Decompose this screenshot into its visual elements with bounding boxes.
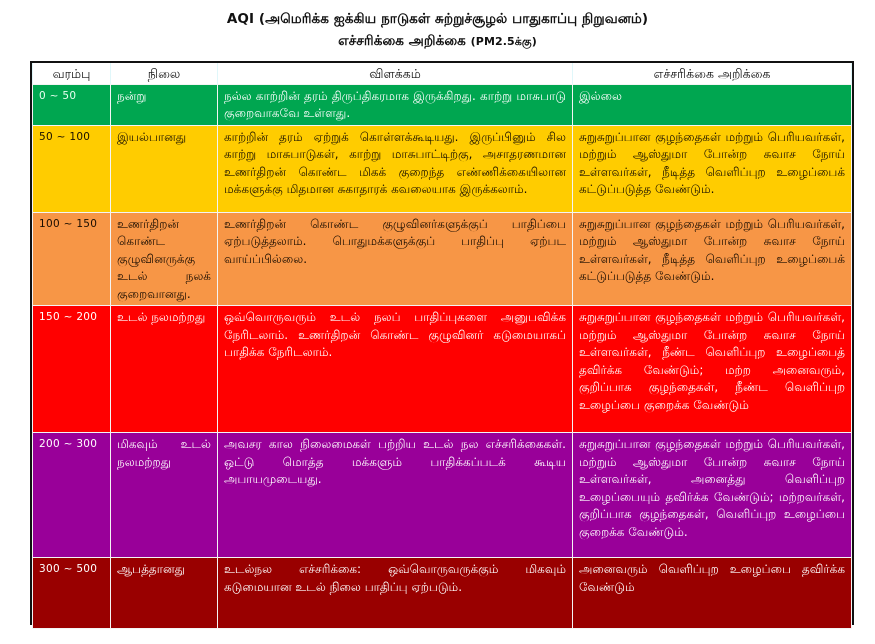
cell-description: அவசர கால நிலைமைகள் பற்றிய உடல் நல எச்சரிக்கைகள். ஒட்டு மொத்த மக்களும் பாதிக்கப்படக் கூடிய அபாயமுடையது. <box>218 433 573 558</box>
cell-warning: சுறுசுறுப்பான குழந்தைகள் மற்றும் பெரியவர்கள், மற்றும் ஆஸ்துமா போன்ற சுவாச நோய் உள்ளவர்கள், நீடித்த வெளிப்புற உழைப்பைக் கட்டுப்படுத்த வேண்டும். <box>573 212 852 306</box>
header-warning: எச்சரிக்கை அறிக்கை <box>573 63 852 84</box>
cell-range: 150 ~ 200 <box>33 306 111 433</box>
cell-level: உடல் நலமற்றது <box>111 306 218 433</box>
cell-level: ஆபத்தானது <box>111 558 218 629</box>
table-row-moderate <box>33 125 852 212</box>
cell-level: நன்று <box>111 84 218 125</box>
cell-description: உணர்திறன் கொண்ட குழுவினர்களுக்குப் பாதிப்பை ஏற்படுத்தலாம். பொதுமக்களுக்குப் பாதிப்பு ஏற்பட வாய்ப்பில்லை. <box>218 212 573 306</box>
header-level: நிலை <box>111 63 218 84</box>
cell-level: மிகவும் உடல் நலமற்றது <box>111 433 218 558</box>
cell-warning: சுறுசுறுப்பான குழந்தைகள் மற்றும் பெரியவர்கள், மற்றும் ஆஸ்துமா போன்ற சுவாச நோய் உள்ளவர்கள், நீடித்த வெளிப்புற உழைப்பைக் கட்டுப்படுத்த வேண்டும். <box>573 125 852 212</box>
cell-range: 50 ~ 100 <box>33 125 111 212</box>
aqi-table-container <box>30 61 854 625</box>
cell-description: உடல்நல எச்சரிக்கை: ஒவ்வொருவருக்கும் மிகவும் கடுமையான உடல் நிலை பாதிப்பு ஏற்படும். <box>218 558 573 629</box>
table-row-unhealthy-sensitive <box>33 212 852 306</box>
title-line-2 <box>0 30 875 53</box>
cell-range: 100 ~ 150 <box>33 212 111 306</box>
cell-level: இயல்பானது <box>111 125 218 212</box>
cell-level: உணர்திறன் கொண்ட குழுவினருக்கு உடல் நலக் குறைவானது. <box>111 212 218 306</box>
title-line-2-main: எச்சரிக்கை அறிக்கை <box>338 33 471 49</box>
title-line-2-suffix: (PM2.5க்கு) <box>470 35 537 48</box>
cell-warning: சுறுசுறுப்பான குழந்தைகள் மற்றும் பெரியவர்கள், மற்றும் ஆஸ்துமா போன்ற சுவாச நோய் உள்ளவர்கள், நீண்ட வெளிப்புற உழைப்பைத் தவிர்க்க வேண்டும்; மற்ற அனைவரும், குறிப்பாக குழந்தைகள், நீண்ட வெளிப்புற உழைப்பை குறைக்க வேண்டும் <box>573 306 852 433</box>
header-range: வரம்பு <box>33 63 111 84</box>
table-header-row <box>33 63 852 84</box>
cell-warning: அனைவரும் வெளிப்புற உழைப்பை தவிர்க்க வேண்டும் <box>573 558 852 629</box>
table-row-very-unhealthy <box>33 433 852 558</box>
table-row-unhealthy <box>33 306 852 433</box>
cell-warning: இல்லை <box>573 84 852 125</box>
page-title <box>0 8 875 53</box>
cell-description: நல்ல காற்றின் தரம் திருப்திகரமாக இருக்கிறது. காற்று மாசுபாடு குறைவாகவே உள்ளது. <box>218 84 573 125</box>
cell-warning: சுறுசுறுப்பான குழந்தைகள் மற்றும் பெரியவர்கள், மற்றும் ஆஸ்துமா போன்ற சுவாச நோய் உள்ளவர்கள், அனைத்து வெளிப்புற உழைப்பையும் தவிர்க்க வேண்டும்; மற்றவர்கள், குறிப்பாக குழந்தைகள், வெளிப்புற உழைப்பை குறைக்க வேண்டும். <box>573 433 852 558</box>
cell-range: 200 ~ 300 <box>33 433 111 558</box>
cell-description: காற்றின் தரம் ஏற்றுக் கொள்ளக்கூடியது. இருப்பினும் சில காற்று மாசுபாடுகள், காற்று மாசுபாட்டிற்கு, அசாதரணமான உணர்திறன் கொண்ட மிகக் குறைந்த எண்ணிக்கையிலான மக்களுக்கு மிதமான சுகாதாரக் கவலையாக இருக்கலாம். <box>218 125 573 212</box>
table-row-good <box>33 84 852 125</box>
cell-description: ஒவ்வொருவரும் உடல் நலப் பாதிப்புகளை அனுபவிக்க நேரிடலாம். உணர்திறன் கொண்ட குழுவினர் கடுமையாகப் பாதிக்க நேரிடலாம். <box>218 306 573 433</box>
cell-range: 300 ~ 500 <box>33 558 111 629</box>
aqi-table <box>32 63 852 629</box>
title-line-1: AQI (அமெரிக்க ஐக்கிய நாடுகள் சுற்றுச்சூழல் பாதுகாப்பு நிறுவனம்) <box>226 11 649 27</box>
cell-range: 0 ~ 50 <box>33 84 111 125</box>
table-row-hazardous <box>33 558 852 629</box>
header-description: விளக்கம் <box>218 63 573 84</box>
